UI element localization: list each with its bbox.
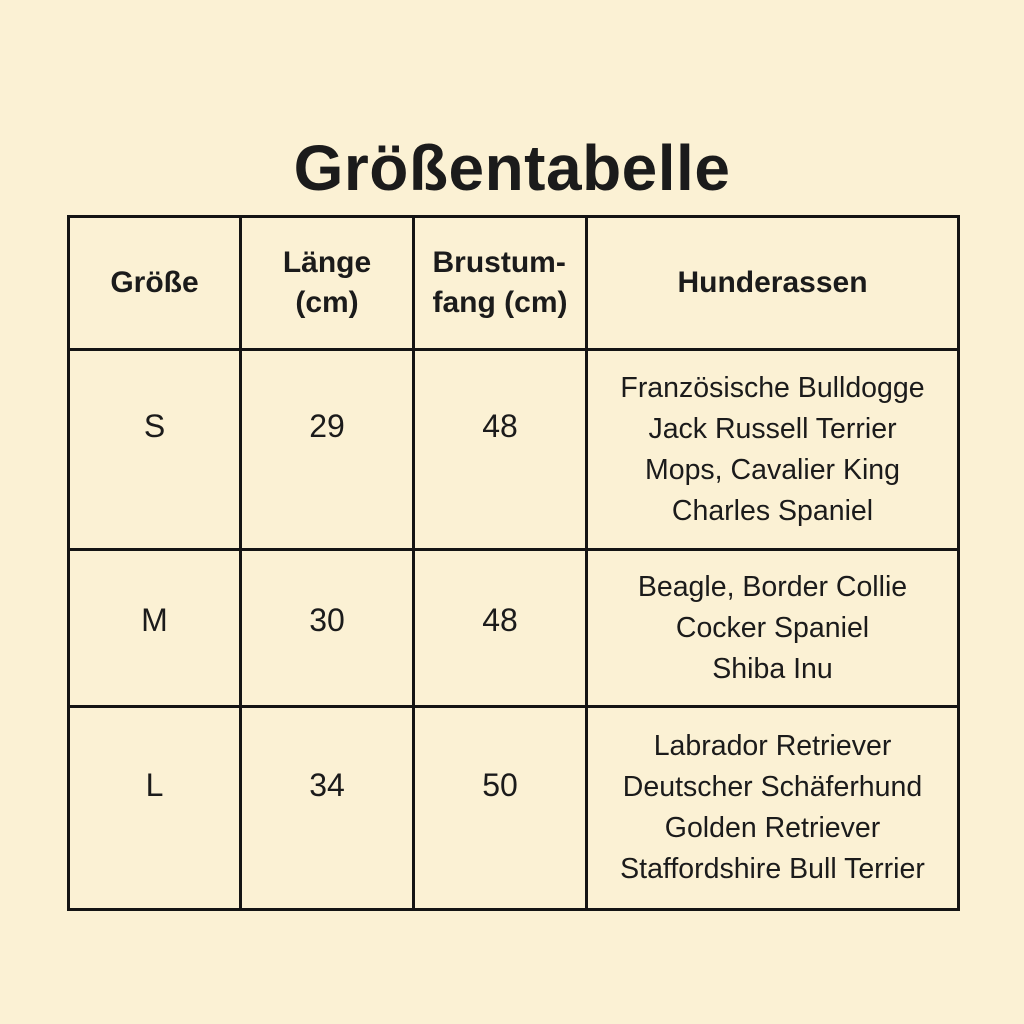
chest-value-m: 48 bbox=[414, 550, 587, 707]
breed-line: Deutscher Schäferhund bbox=[622, 771, 923, 803]
header-chest-line1: Brustum- bbox=[432, 246, 566, 279]
size-chart-table bbox=[67, 215, 960, 911]
page-title: Größentabelle bbox=[293, 131, 731, 204]
breed-line: Französische Bulldogge bbox=[620, 371, 925, 404]
breed-line: Golden Retriever bbox=[664, 812, 881, 844]
header-length-line2: (cm) bbox=[295, 286, 359, 319]
breed-line: Charles Spaniel bbox=[671, 494, 874, 527]
chest-value-l: 50 bbox=[414, 707, 587, 910]
length-value-m: 30 bbox=[241, 550, 414, 707]
table-row-size-s bbox=[69, 350, 959, 550]
header-breeds-label: Hunderassen bbox=[677, 266, 868, 299]
header-size-label: Größe bbox=[110, 266, 199, 299]
table-row-size-l bbox=[69, 707, 959, 910]
header-chest-label bbox=[433, 243, 568, 323]
breed-line: Jack Russell Terrier bbox=[648, 412, 897, 445]
breed-line: Beagle, Border Collie bbox=[637, 570, 908, 603]
breeds-cell-s bbox=[587, 350, 959, 550]
breed-line: Mops, Cavalier King bbox=[644, 453, 901, 486]
header-breeds bbox=[587, 217, 959, 350]
size-value-s: S bbox=[69, 350, 241, 550]
header-chest bbox=[414, 217, 587, 350]
breeds-cell-l bbox=[587, 707, 959, 910]
length-value-s: 29 bbox=[241, 350, 414, 550]
chest-value-s: 48 bbox=[414, 350, 587, 550]
size-value-m: M bbox=[69, 550, 241, 707]
header-length bbox=[241, 217, 414, 350]
length-value-l: 34 bbox=[241, 707, 414, 910]
breed-line: Staffordshire Bull Terrier bbox=[620, 853, 925, 885]
breed-line: Cocker Spaniel bbox=[675, 611, 870, 644]
breeds-cell-m bbox=[587, 550, 959, 707]
breed-line: Shiba Inu bbox=[712, 652, 833, 685]
header-length-line1: Länge bbox=[282, 246, 372, 279]
table-row-size-m bbox=[69, 550, 959, 707]
table-header-row bbox=[69, 217, 959, 350]
header-size bbox=[69, 217, 241, 350]
breed-line: Labrador Retriever bbox=[653, 730, 892, 762]
header-chest-line2: fang (cm) bbox=[432, 286, 568, 319]
size-value-l: L bbox=[69, 707, 241, 910]
